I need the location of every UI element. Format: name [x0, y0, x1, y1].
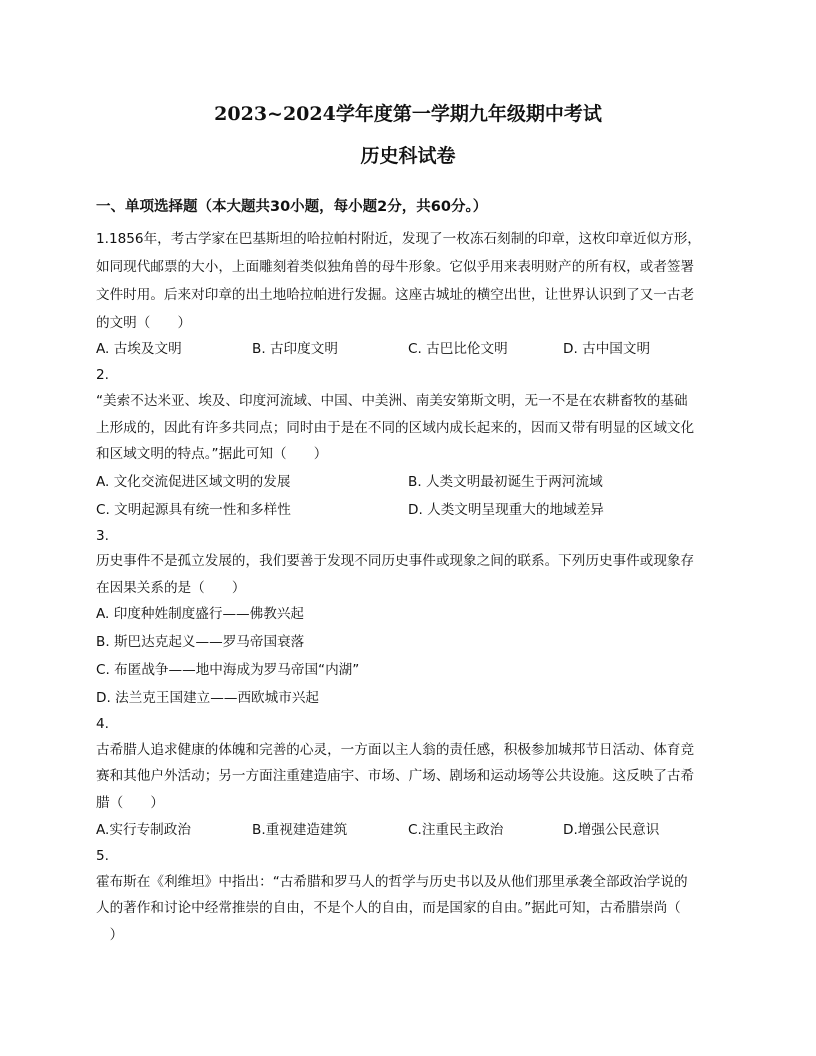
section-heading: 一、单项选择题（本大题共30小题，每小题2分，共60分。） [96, 199, 488, 215]
q3-number: 3. [96, 528, 109, 544]
q2-option-c: C. 文明起源具有统一性和多样性 [96, 502, 291, 518]
q1-option-c: C. 古巴比伦文明 [408, 341, 508, 357]
q4-line-1: 古希腊人追求健康的体魄和完善的心灵，一方面以主人翁的责任感，积极参加城邦节日活动、体育竞 [96, 742, 695, 758]
q4-line-3: 腊（ ） [96, 795, 164, 811]
q1-line-2: 如同现代邮票的大小，上面雕刻着类似独角兽的母牛形象。它似乎用来表明财产的所有权，或者签署 [96, 259, 695, 275]
q1-line-3: 文件时用。后来对印章的出土地哈拉帕进行发掘。这座古城址的横空出世，让世界认识到了又一古老 [96, 287, 695, 303]
q2-line-1: “美索不达米亚、埃及、印度河流域、中国、中美洲、南美安第斯文明，无一不是在农耕畜牧的基础 [96, 393, 688, 409]
q1-line-1: 1.1856年，考古学家在巴基斯坦的哈拉帕村附近，发现了一枚冻石刻制的印章，这枚印章近似方形， [96, 231, 701, 247]
q3-line-1: 历史事件不是孤立发展的，我们要善于发现不同历史事件或现象之间的联系。下列历史事件或现象存 [96, 553, 695, 569]
exam-title: 2023~2024学年度第一学期九年级期中考试 [214, 103, 602, 125]
q2-option-b: B. 人类文明最初诞生于两河流域 [408, 474, 603, 490]
q4-option-d: D.增强公民意识 [563, 822, 660, 838]
q1-line-4: 的文明（ ） [96, 315, 192, 331]
q2-line-2: 上形成的，因此有许多共同点；同时由于是在不同的区域内成长起来的，因而又带有明显的区域文化 [96, 420, 695, 436]
q5-line-3: ） [96, 927, 124, 943]
q3-option-c: C. 布匿战争——地中海成为罗马帝国“内湖” [96, 662, 360, 678]
q3-line-2: 在因果关系的是（ ） [96, 580, 246, 596]
q1-option-b: B. 古印度文明 [252, 341, 338, 357]
q2-option-a: A. 文化交流促进区域文明的发展 [96, 474, 291, 490]
q4-number: 4. [96, 716, 109, 732]
q2-option-d: D. 人类文明呈现重大的地域差异 [408, 502, 604, 518]
q4-option-c: C.注重民主政治 [408, 822, 504, 838]
q5-line-1: 霍布斯在《利维坦》中指出：“古希腊和罗马人的哲学与历史书以及从他们那里承袭全部政治学说的 [96, 874, 688, 890]
q4-option-b: B.重视建造建筑 [252, 822, 348, 838]
q1-option-d: D. 古中国文明 [563, 341, 651, 357]
q2-number: 2. [96, 367, 109, 383]
q2-line-3: 和区域文明的特点。”据此可知（ ） [96, 446, 328, 462]
q4-line-2: 赛和其他户外活动；另一方面注重建造庙宇、市场、广场、剧场和运动场等公共设施。这反映了古希 [96, 768, 695, 784]
q3-option-b: B. 斯巴达克起义——罗马帝国衰落 [96, 634, 305, 650]
q3-option-a: A. 印度种姓制度盛行——佛教兴起 [96, 606, 305, 622]
q4-option-a: A.实行专制政治 [96, 822, 191, 838]
exam-subtitle: 历史科试卷 [360, 145, 456, 167]
q1-option-a: A. 古埃及文明 [96, 341, 182, 357]
q3-option-d: D. 法兰克王国建立——西欧城市兴起 [96, 690, 320, 706]
q5-number: 5. [96, 848, 109, 864]
q5-line-2: 人的著作和讨论中经常推崇的自由，不是个人的自由，而是国家的自由。”据此可知，古希腊崇尚（ [96, 900, 681, 916]
